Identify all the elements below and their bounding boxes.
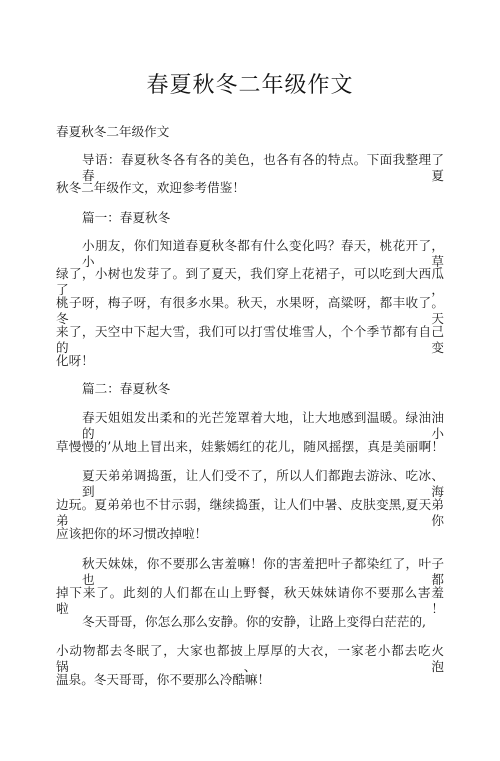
- document-title: 春夏秋冬二年级作文: [146, 73, 354, 98]
- part1-line-4: 来了，天空中下起大雪，我们可以打雪仗堆雪人，个个季节都有自己的变: [56, 324, 444, 355]
- part2-p2-line-1: 夏天弟弟调捣蛋，让人们受不了，所以人们都跑去游泳、吃冰、到海: [82, 468, 444, 499]
- intro-line-2: 秋冬二年级作文，欢迎参考借鉴！: [56, 180, 245, 195]
- document-subtitle: 春夏秋冬二年级作文: [56, 124, 170, 139]
- part2-p3-line-1: 秋天妹妹，你不要那么害羞嘛！你的害羞把叶子都染红了，叶子也都: [82, 556, 444, 587]
- part2-heading: 篇二：春夏秋冬: [82, 381, 171, 396]
- part1-line-1: 小朋友，你们知道春夏秋冬都有什么变化吗？春天，桃花开了，小草: [82, 238, 444, 269]
- intro-line-1: 导语：春夏秋冬各有各的美色，也各有各的特点。下面我整理了春夏: [82, 152, 444, 183]
- part1-line-5: 化呀！: [56, 353, 94, 368]
- part2-p2-line-3: 应该把你的坏习惯改掉啦！: [56, 526, 208, 541]
- part1-heading: 篇一：春夏秋冬: [82, 210, 171, 225]
- part2-p3-line-2: 掉下来了。此刻的人们都在山上野餐，秋天妹妹请你不要那么害羞啦！: [56, 585, 444, 616]
- part2-p1-line-2: 草慢慢的’从地上冒出来，娃紫嫣红的花儿，随风摇摆，真是美丽啊！: [56, 439, 444, 454]
- part2-p4-line-2: 小动物都去冬眠了，大家也都披上厚厚的大衣，一家老小都去吃火锅、泡: [56, 643, 444, 674]
- part2-p1-line-1: 春天姐姐发出柔和的光芒笼罩着大地，让大地感到温暖。绿油油的小: [82, 410, 444, 441]
- part1-line-2: 绿了，小树也发芽了。到了夏天，我们穿上花裙子，可以吃到大西瓜了，: [56, 266, 444, 297]
- part2-p4-line-3: 温泉。冬天哥哥，你不要那么冷酷嘛！: [56, 672, 271, 687]
- part2-p2-line-2: 边玩。夏弟弟也不甘示弱，继续捣蛋，让人们中暑、皮肤变黑,夏天弟弟你: [56, 497, 444, 528]
- part2-p4-line-1: 冬天哥哥，你怎么那么安静。你的安静，让路上变得白茫茫的,: [82, 614, 427, 629]
- part1-line-3: 桃子呀，梅子呀，有很多水果。秋天，水果呀，高粱呀，都丰收了。冬天: [56, 295, 444, 326]
